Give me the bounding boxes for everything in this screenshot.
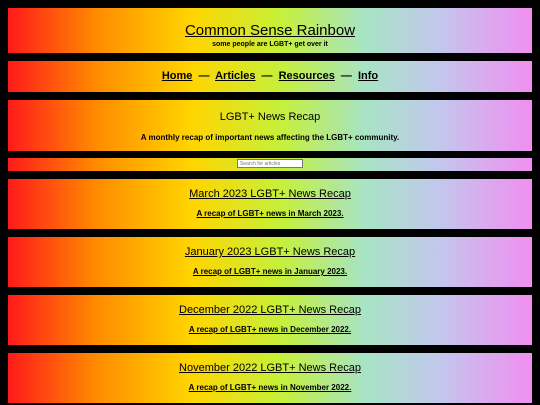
article-description-link[interactable]: A recap of LGBT+ news in January 2023.	[192, 267, 348, 276]
search-bar	[8, 158, 532, 171]
article-description-link[interactable]: A recap of LGBT+ news in November 2022.	[188, 383, 352, 392]
article-card	[8, 353, 532, 403]
article-card	[8, 295, 532, 345]
nav-separator: —	[261, 70, 273, 82]
site-header	[8, 8, 532, 53]
main-nav	[8, 61, 532, 92]
article-description	[8, 317, 532, 335]
nav-separator: —	[340, 70, 352, 82]
site-title	[8, 8, 532, 40]
article-description	[8, 201, 532, 219]
article-description	[8, 375, 532, 393]
article-description	[8, 259, 532, 277]
nav-links	[8, 61, 532, 83]
search-input[interactable]	[237, 159, 303, 168]
page-intro	[8, 100, 532, 151]
nav-link-home[interactable]: Home	[161, 70, 193, 82]
article-title-link[interactable]: December 2022 LGBT+ News Recap	[179, 304, 361, 316]
article-card	[8, 179, 532, 229]
site-tagline: some people are LGBT+ get over it	[212, 41, 328, 48]
article-title	[8, 179, 532, 201]
article-description-link[interactable]: A recap of LGBT+ news in December 2022.	[188, 325, 352, 334]
article-card	[8, 237, 532, 287]
article-title	[8, 237, 532, 259]
nav-link-info[interactable]: Info	[357, 70, 379, 82]
nav-link-resources[interactable]: Resources	[278, 70, 335, 82]
article-title-link[interactable]: November 2022 LGBT+ News Recap	[179, 362, 361, 374]
article-title	[8, 295, 532, 317]
nav-link-articles[interactable]: Articles	[215, 70, 256, 82]
site-title-link[interactable]: Common Sense Rainbow	[184, 22, 356, 39]
article-title	[8, 353, 532, 375]
article-title-link[interactable]: January 2023 LGBT+ News Recap	[184, 246, 356, 258]
page-title: LGBT+ News Recap	[219, 111, 321, 123]
article-title-link[interactable]: March 2023 LGBT+ News Recap	[189, 188, 351, 200]
nav-separator: —	[198, 70, 210, 82]
article-description-link[interactable]: A recap of LGBT+ news in March 2023.	[196, 209, 344, 218]
page-description: A monthly recap of important news affecting the LGBT+ community.	[140, 133, 400, 142]
